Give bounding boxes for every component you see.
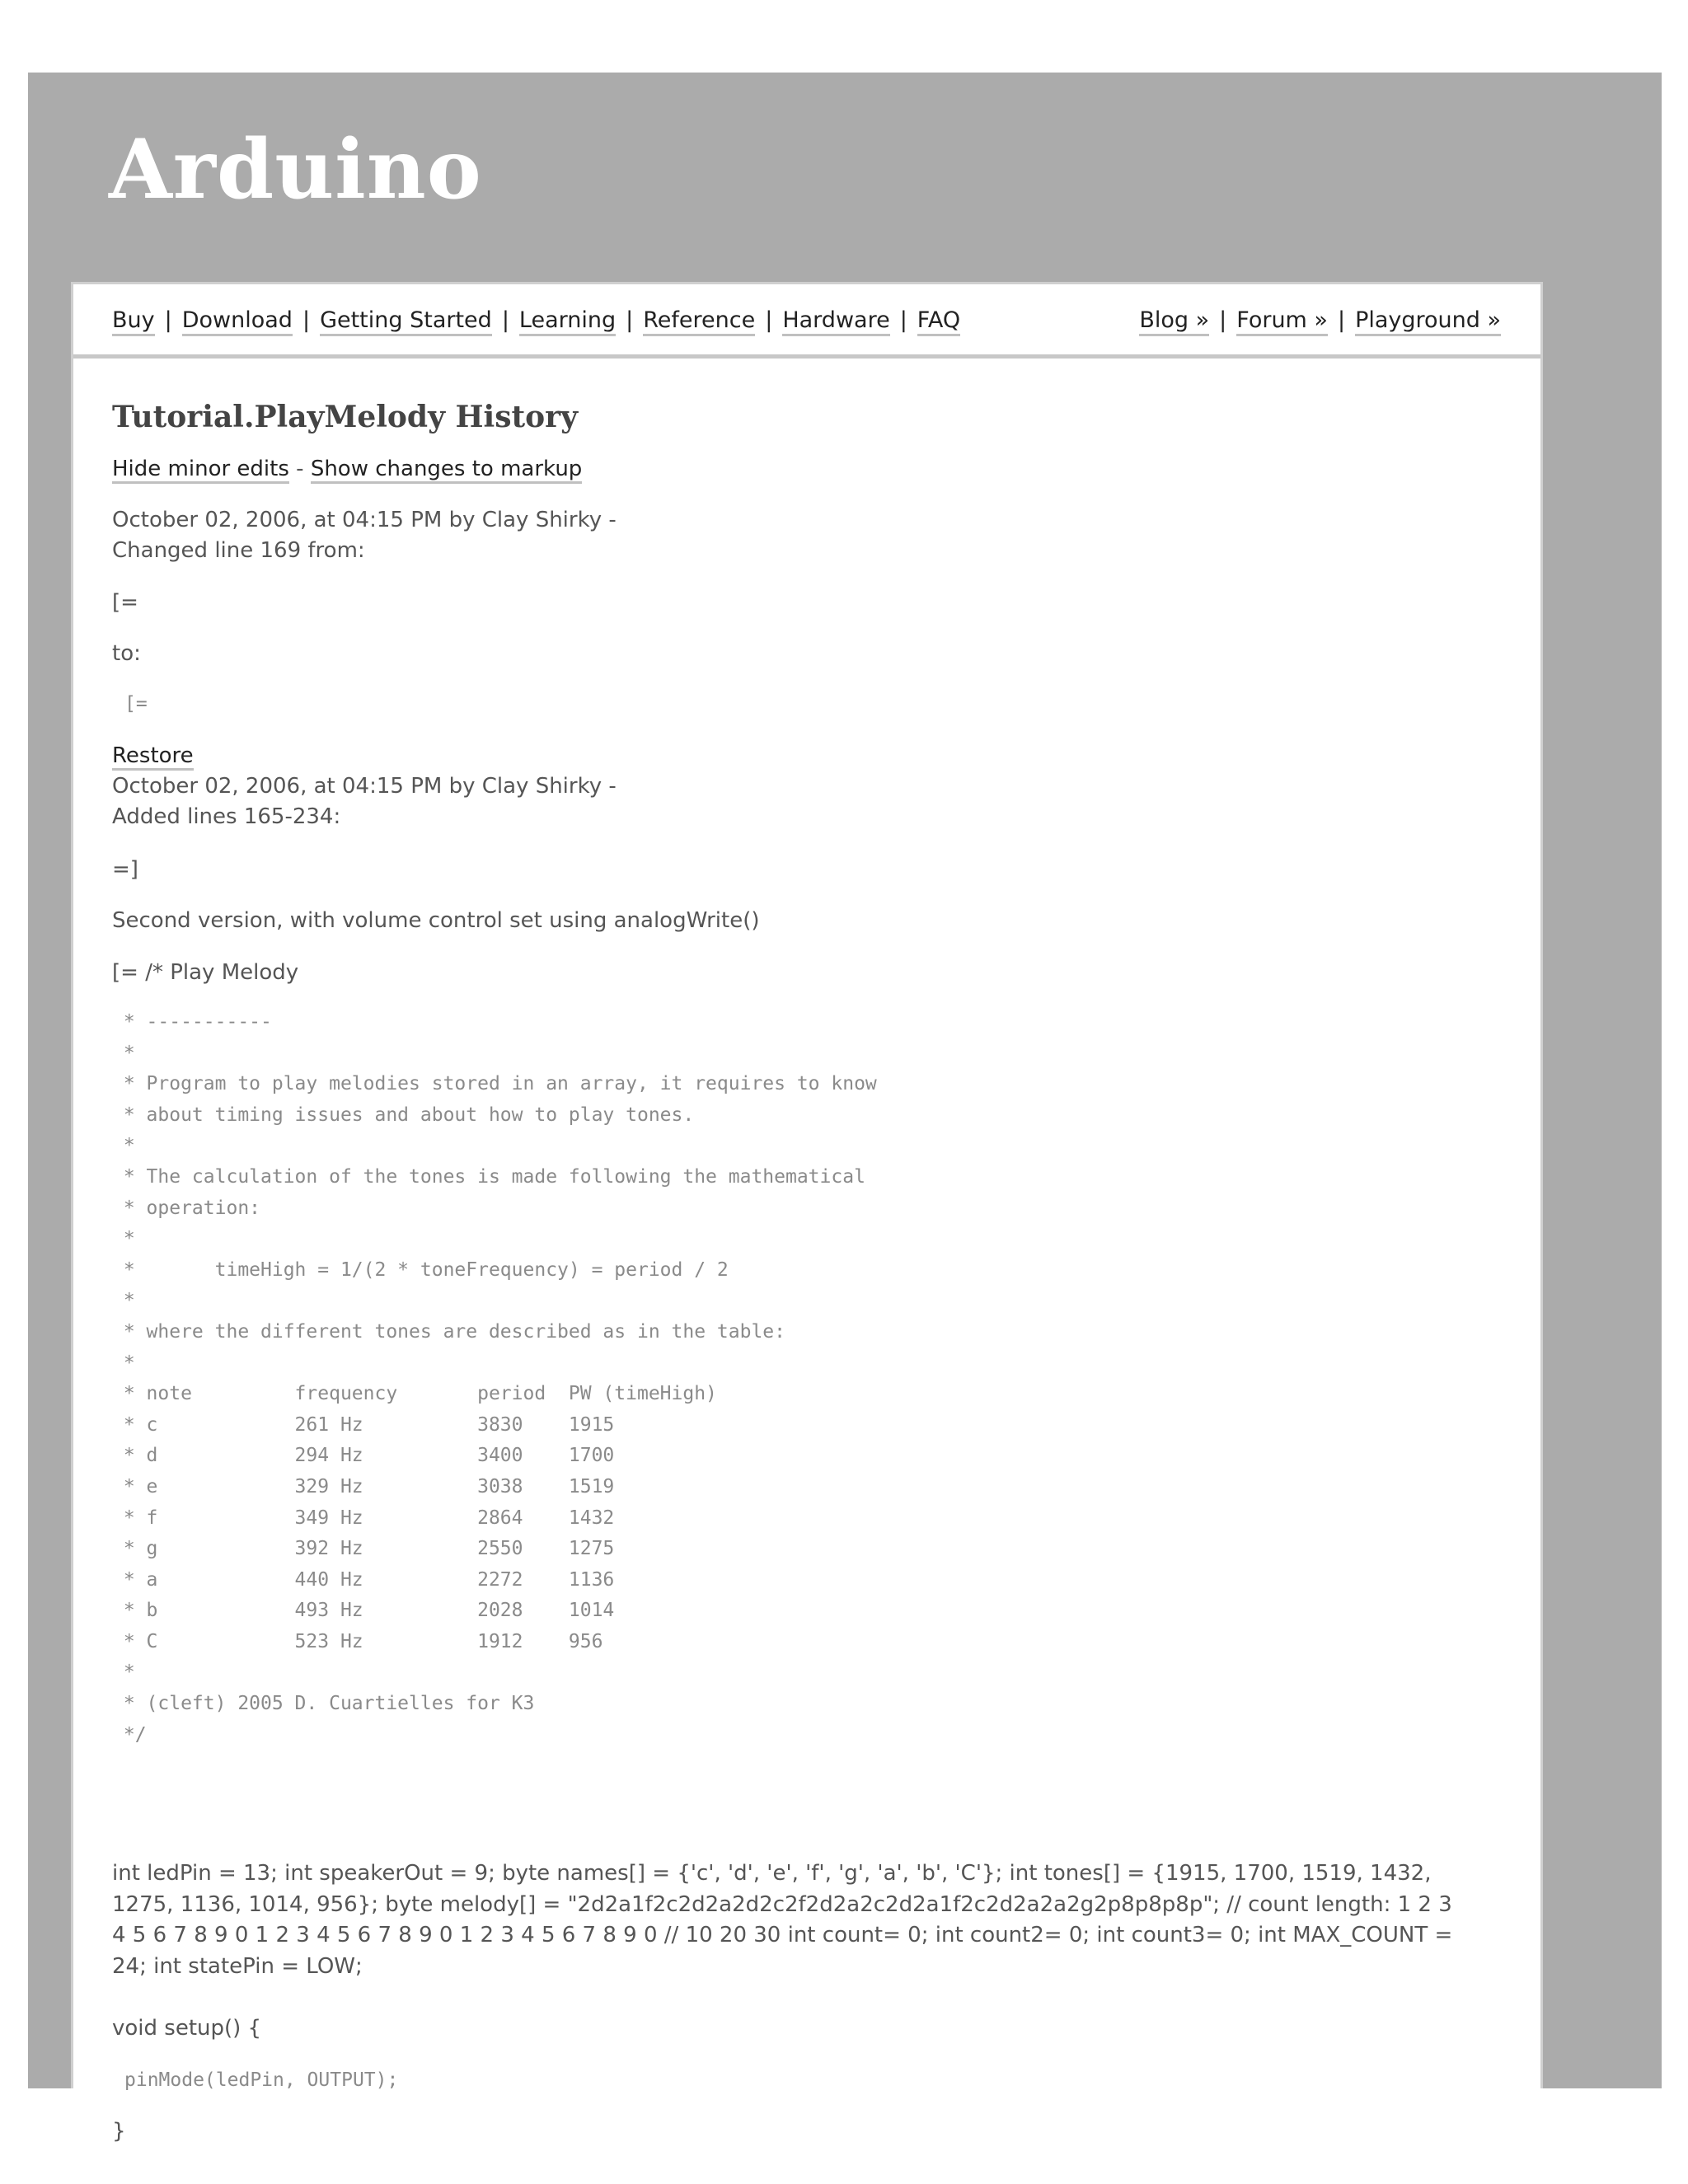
page-title: Tutorial.PlayMelody History (112, 400, 579, 434)
declarations-paragraph: int ledPin = 13; int speakerOut = 9; byte names[] = {'c', 'd', 'e', 'f', 'g', 'a', 'b', 'C'}; int tones[] = {1915, 1700, 1519, 1432, 1275, 1136, 1014, 956}; byte melody[] = "2d2a1f2c2d2a2d2c2f2d2a2c2d2a1f2c2d2a2a2g2p8p8p8p"; // count length: 1 2 3 4 5 6 7 8 9 0 1 2 3 4 5 6 7 8 9 0 1 2 3 4 5 6 7 8 9 0 // 10 20 30 int count= 0; int count2= 0; int count3= 0; int MAX_COUNT = 24; int statePin = LOW; (112, 1861, 1453, 1979)
entry1-to: [= (124, 693, 148, 715)
nav-separator: | (765, 307, 773, 333)
code-start: [= /* Play Melody (112, 960, 299, 985)
nav-getting-started[interactable]: Getting Started (320, 307, 492, 336)
entry2-meta: October 02, 2006, at 04:15 PM by Clay Shirky - (112, 774, 617, 799)
setup-open: void setup() { (112, 2016, 262, 2041)
nav-hardware[interactable]: Hardware (782, 307, 889, 336)
nav-separator: | (899, 307, 907, 333)
controls-dash: - (296, 457, 304, 481)
nav-separator: | (1219, 307, 1227, 333)
show-markup-changes-link[interactable]: Show changes to markup (311, 457, 582, 484)
nav-separator: | (1337, 307, 1346, 333)
nav-learning[interactable]: Learning (519, 307, 616, 336)
restore-row (112, 741, 194, 771)
nav-separator: | (164, 307, 172, 333)
second-version-note: Second version, with volume control set using analogWrite() (112, 908, 760, 933)
history-controls (112, 454, 582, 485)
close-brace: } (112, 2119, 126, 2144)
entry1-change: Changed line 169 from: (112, 538, 365, 563)
hide-minor-edits-link[interactable]: Hide minor edits (112, 457, 289, 484)
nav-main (112, 307, 960, 333)
restore-link[interactable]: Restore (112, 743, 194, 771)
nav-separator: | (501, 307, 509, 333)
entry2-change: Added lines 165-234: (112, 804, 341, 829)
entry1-from: [= (112, 590, 138, 615)
nav-faq[interactable]: FAQ (917, 307, 960, 336)
nav-community (1139, 307, 1501, 333)
nav-separator: | (302, 307, 311, 333)
nav-playground[interactable]: Playground » (1355, 307, 1501, 336)
content-panel (71, 282, 1543, 2144)
nav-separator: | (626, 307, 634, 333)
pinmode-line: pinMode(ledPin, OUTPUT); (124, 2069, 399, 2091)
nav-bar (73, 284, 1540, 359)
comment-block: * ----------- * * Program to play melodies stored in an array, it requires to know * about timing issues and about how to play tones. * * The calculation of the tones is made following the mathematical * operation: * * timeHigh = 1/(2 * toneFrequency) = period / 2 * * where the different tones are described as in the table: * * note frequency period PW (timeHigh) * c 261 Hz 3830 1915 * d 294 Hz 3400 1700 * e 329 Hz 3038 1519 * f 349 Hz 2864 1432 * g 392 Hz 2550 1275 * a 440 Hz 2272 1136 * b 493 Hz 2028 1014 * C 523 Hz 1912 956 * * (cleft) 2005 D. Cuartielles for K3 */ (123, 1011, 877, 1746)
nav-buy[interactable]: Buy (112, 307, 155, 336)
close-markup: =] (112, 857, 138, 882)
page-frame (28, 73, 1662, 2144)
nav-reference[interactable]: Reference (643, 307, 755, 336)
entry1-meta: October 02, 2006, at 04:15 PM by Clay Shirky - (112, 508, 617, 532)
nav-forum[interactable]: Forum » (1236, 307, 1328, 336)
entry1-to-label: to: (112, 641, 141, 666)
nav-blog[interactable]: Blog » (1139, 307, 1209, 336)
site-title: Arduino (109, 122, 482, 218)
nav-download[interactable]: Download (182, 307, 293, 336)
